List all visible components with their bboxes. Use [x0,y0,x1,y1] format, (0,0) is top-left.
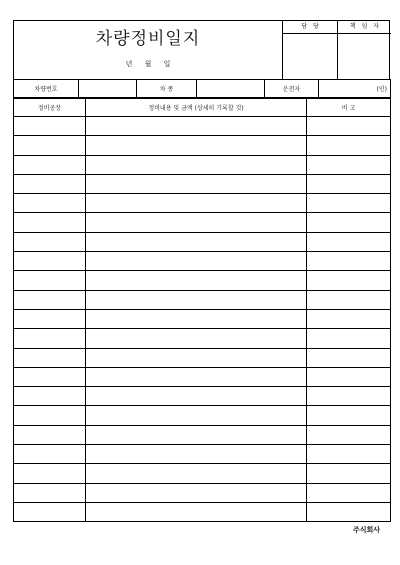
remarks-cell [307,213,391,232]
shop-cell [14,232,86,251]
remarks-cell [307,232,391,251]
table-row [14,232,391,251]
table-row [14,136,391,155]
table-row [14,290,391,309]
company-label: 주식회사 [352,526,380,534]
approval-manager-label: 책 임 자 [338,21,391,34]
details-cell [86,502,307,521]
shop-cell [14,502,86,521]
table-row [14,367,391,386]
shop-cell [14,136,86,155]
shop-cell [14,425,86,444]
shop-cell [14,117,86,136]
remarks-cell [307,194,391,213]
approval-staff-label: 담 당 [283,21,337,34]
shop-cell [14,367,86,386]
shop-cell [14,445,86,464]
shop-cell [14,464,86,483]
details-cell [86,174,307,193]
details-cell [86,483,307,502]
details-cell [86,232,307,251]
approval-box [282,21,391,79]
table-row [14,329,391,348]
table-row [14,213,391,232]
shop-cell [14,271,86,290]
shop-cell [14,155,86,174]
shop-cell [14,406,86,425]
shop-cell [14,348,86,367]
shop-cell [14,483,86,502]
date-line: 년 월 일 [125,60,171,68]
details-cell [86,271,307,290]
table-row [14,387,391,406]
remarks-cell [307,348,391,367]
remarks-cell [307,117,391,136]
details-cell [86,290,307,309]
details-cell [86,425,307,444]
column-header-details: 정비내용 및 금액 (상세히 기록할 것) [86,99,307,117]
remarks-cell [307,136,391,155]
details-cell [86,194,307,213]
details-cell [86,329,307,348]
details-cell [86,252,307,271]
remarks-cell [307,502,391,521]
shop-cell [14,309,86,328]
table-row [14,271,391,290]
shop-cell [14,252,86,271]
table-row [14,348,391,367]
details-cell [86,213,307,232]
shop-cell [14,194,86,213]
details-cell [86,136,307,155]
details-cell [86,445,307,464]
column-header-remarks: 비 고 [307,99,391,117]
details-cell [86,387,307,406]
log-rows [14,117,391,522]
vehicle-info-row [13,79,391,98]
details-cell [86,348,307,367]
table-row [14,174,391,193]
remarks-cell [307,445,391,464]
column-header-shop: 정비공장 [14,99,86,117]
remarks-cell [307,406,391,425]
remarks-cell [307,290,391,309]
form-header [13,20,390,79]
approval-staff-column [283,21,338,79]
table-row [14,464,391,483]
shop-cell [14,387,86,406]
remarks-cell [307,367,391,386]
remarks-cell [307,329,391,348]
table-row [14,502,391,521]
remarks-cell [307,252,391,271]
vehicle-type-field [197,80,265,98]
vehicle-number-field [79,80,137,98]
table-row [14,309,391,328]
details-cell [86,155,307,174]
table-row [14,406,391,425]
form-title: 차량정비일지 [95,29,201,49]
details-cell [86,117,307,136]
remarks-cell [307,483,391,502]
table-row [14,425,391,444]
vehicle-number-label: 차량번호 [14,80,79,98]
table-row [14,194,391,213]
driver-seal-field: (인) [319,80,391,98]
remarks-cell [307,309,391,328]
details-cell [86,464,307,483]
driver-label: 운전자 [265,80,319,98]
table-row [14,445,391,464]
table-row [14,117,391,136]
approval-manager-column [338,21,391,79]
remarks-cell [307,271,391,290]
remarks-cell [307,387,391,406]
shop-cell [14,290,86,309]
remarks-cell [307,464,391,483]
maintenance-log-form [13,20,390,522]
vehicle-type-label: 차 종 [137,80,197,98]
remarks-cell [307,425,391,444]
shop-cell [14,213,86,232]
details-cell [86,406,307,425]
remarks-cell [307,155,391,174]
table-row [14,483,391,502]
details-cell [86,309,307,328]
table-row [14,252,391,271]
shop-cell [14,329,86,348]
shop-cell [14,174,86,193]
remarks-cell [307,174,391,193]
maintenance-log-table [13,98,391,522]
table-row [14,155,391,174]
details-cell [86,367,307,386]
